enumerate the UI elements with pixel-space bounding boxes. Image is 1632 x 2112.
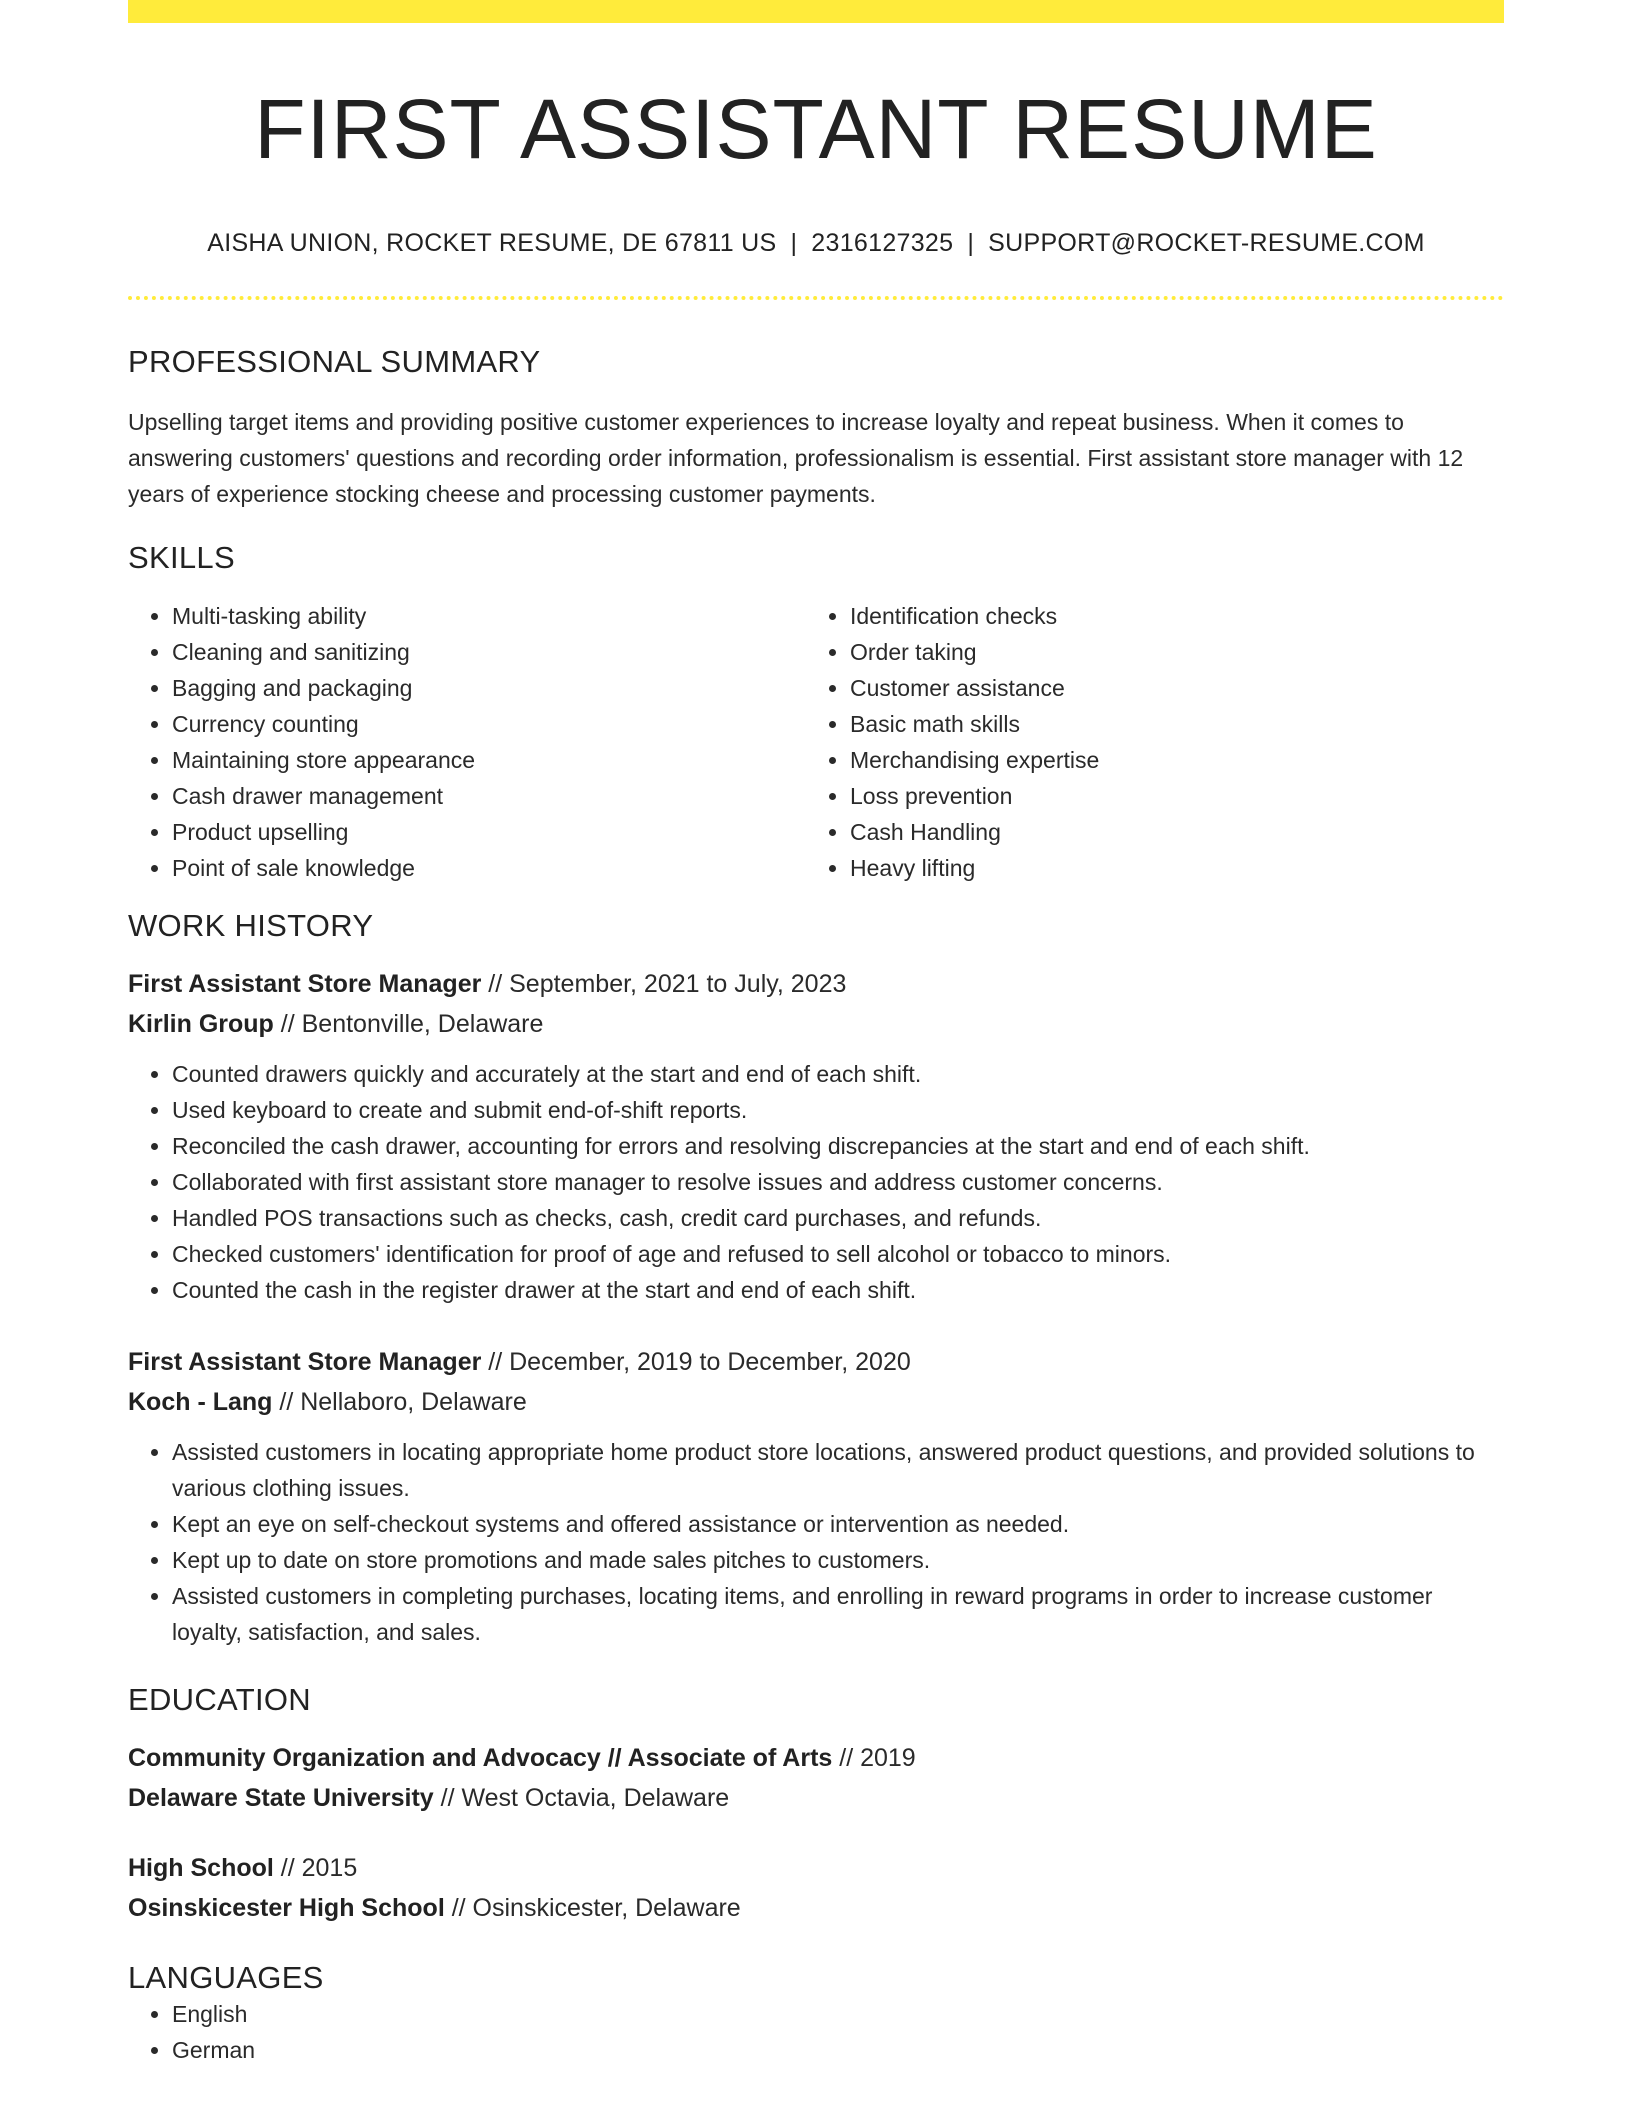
summary-text: Upselling target items and providing positive customer experiences to increase loyalty and repeat business. When it comes to answering customers' questions and recording order information, professionalism is essential. First assistant store manager with 12 years of experience stocking cheese and processing customer payments. [128,409,1464,508]
contact-email: SUPPORT@ROCKET-RESUME.COM [988,229,1425,258]
job-duty: • Assisted customers in locating appropriate home product store locations, answered product questions, and provided solutions to various clothing issues. [172,1434,1504,1506]
job-duty: • Checked customers' identification for proof of age and refused to sell alcohol or tobacco to minors. [172,1236,1504,1272]
job-duty: • Counted the cash in the register drawer at the start and end of each shift. [172,1272,1504,1308]
resume-page [128,0,1504,2068]
job-location: // Nellaboro, Delaware [272,1388,527,1417]
education-school: Osinskicester High School [128,1894,445,1923]
education-degree: High School [128,1854,274,1883]
job-duty: • Assisted customers in completing purchases, locating items, and enrolling in reward programs in order to increase customer loyalty, satisfaction, and sales. [172,1578,1504,1650]
job-location: // Bentonville, Delaware [273,1010,544,1039]
skill-item: • Cash drawer management [172,778,806,814]
education-degree: Community Organization and Advocacy // Associate of Arts [128,1744,833,1773]
job-duties-list [128,1434,1504,1650]
skills-list-right [806,598,1504,886]
contact-line [128,229,1504,258]
education-year: // 2015 [273,1854,358,1883]
page-title: FIRST ASSISTANT RESUME [254,82,1378,176]
job-duty: • Kept up to date on store promotions and made sales pitches to customers. [172,1542,1504,1578]
languages-heading: LANGUAGES [128,1960,324,1996]
skill-item: • Cleaning and sanitizing [172,634,806,670]
job-dates: // September, 2021 to July, 2023 [481,970,847,999]
education-school: Delaware State University [128,1784,434,1813]
skill-item: • Identification checks [850,598,1504,634]
language-item: • English [172,1996,1504,2032]
skill-item: • Bagging and packaging [172,670,806,706]
skill-item: • Heavy lifting [850,850,1504,886]
top-accent-bar [128,0,1504,23]
summary-heading: PROFESSIONAL SUMMARY [128,344,541,380]
job-company: Kirlin Group [128,1010,274,1039]
education-school-line [128,1888,1504,1928]
education-location: // Osinskicester, Delaware [444,1894,741,1923]
skill-item: • Customer assistance [850,670,1504,706]
job-duty: • Kept an eye on self-checkout systems and offered assistance or intervention as needed. [172,1506,1504,1542]
skills-list-left [128,598,806,886]
job-duty: • Collaborated with first assistant store manager to resolve issues and address customer concerns. [172,1164,1504,1200]
skills-heading: SKILLS [128,540,235,576]
job-duties-list [128,1056,1504,1308]
job-dates: // December, 2019 to December, 2020 [481,1348,911,1377]
job-company-line [128,1382,1504,1422]
dotted-divider [128,296,1504,300]
language-item: • German [172,2032,1504,2068]
skill-item: • Cash Handling [850,814,1504,850]
skill-item: • Currency counting [172,706,806,742]
job-duty: • Counted drawers quickly and accurately at the start and end of each shift. [172,1056,1504,1092]
skill-item: • Point of sale knowledge [172,850,806,886]
job-company: Koch - Lang [128,1388,273,1417]
education-degree-line [128,1848,1504,1888]
job-duty: • Used keyboard to create and submit end-of-shift reports. [172,1092,1504,1128]
skill-item: • Basic math skills [850,706,1504,742]
skill-item: • Multi-tasking ability [172,598,806,634]
contact-address: AISHA UNION, ROCKET RESUME, DE 67811 US [207,229,777,258]
skill-item: • Maintaining store appearance [172,742,806,778]
job-title: First Assistant Store Manager [128,970,482,999]
work-history-heading: WORK HISTORY [128,908,374,944]
job-title-line [128,964,1504,1004]
skill-item: • Loss prevention [850,778,1504,814]
skill-item: • Order taking [850,634,1504,670]
job-entry [128,1342,1504,1650]
languages-list [128,1996,1504,2068]
education-degree-line [128,1738,1504,1778]
job-duty: • Reconciled the cash drawer, accounting for errors and resolving discrepancies at the start and end of each shift. [172,1128,1504,1164]
contact-separator: | [967,229,975,258]
education-entry [128,1738,1504,1818]
education-school-line [128,1778,1504,1818]
skill-item: • Product upselling [172,814,806,850]
contact-phone: 2316127325 [811,229,954,258]
job-duty: • Handled POS transactions such as checks, cash, credit card purchases, and refunds. [172,1200,1504,1236]
education-heading: EDUCATION [128,1682,311,1718]
skill-item: • Merchandising expertise [850,742,1504,778]
job-title: First Assistant Store Manager [128,1348,482,1377]
skills-grid [128,598,1504,886]
education-location: // West Octavia, Delaware [433,1784,730,1813]
education-year: // 2019 [832,1744,916,1773]
contact-separator: | [790,229,798,258]
job-title-line [128,1342,1504,1382]
education-entry [128,1848,1504,1928]
job-company-line [128,1004,1504,1044]
job-entry [128,964,1504,1308]
